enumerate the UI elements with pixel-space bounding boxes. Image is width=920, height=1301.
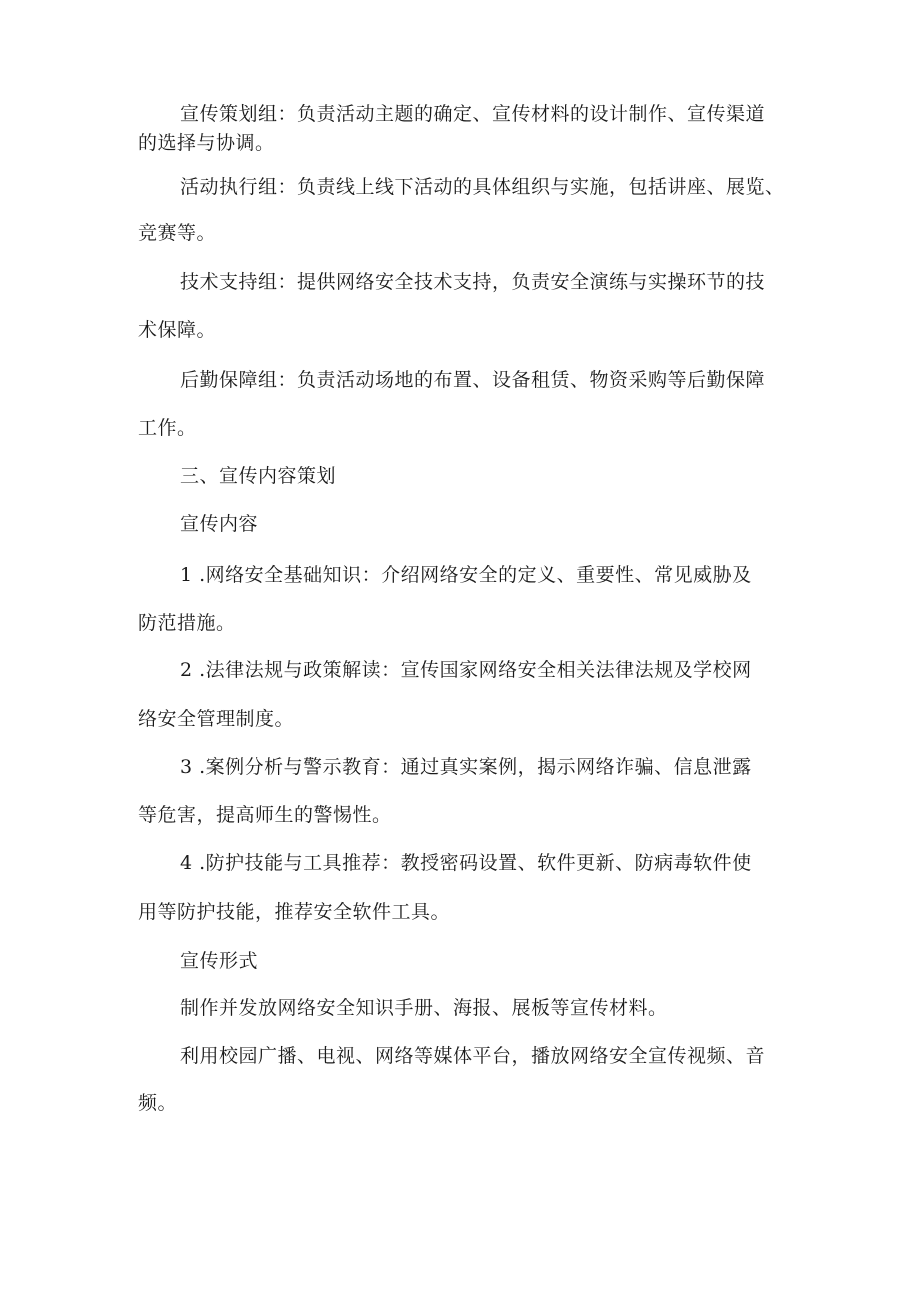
- text-line: 竞赛等。: [138, 222, 217, 244]
- text-line: 工作。: [138, 417, 197, 439]
- text-line: 1 .网络安全基础知识：介绍网络安全的定义、重要性、常见威胁及: [180, 564, 752, 586]
- section-heading: 三、宣传内容策划: [180, 465, 337, 487]
- text-line: 制作并发放网络安全知识手册、海报、展板等宣传材料。: [180, 997, 668, 1019]
- text-line: 等危害，提高师生的警惕性。: [138, 804, 392, 826]
- text-line: 技术支持组：提供网络安全技术支持，负责安全演练与实操环节的技: [180, 271, 766, 293]
- text-line: 后勤保障组：负责活动场地的布置、设备租赁、物资采购等后勤保障: [180, 369, 766, 391]
- text-line: 络安全管理制度。: [138, 708, 295, 730]
- text-line: 的选择与协调。: [138, 132, 275, 154]
- subsection-heading: 宣传形式: [180, 950, 259, 972]
- subsection-heading: 宣传内容: [180, 513, 259, 535]
- text-line: 2 .法律法规与政策解读：宣传国家网络安全相关法律法规及学校网: [180, 659, 752, 681]
- text-line: 防范措施。: [138, 612, 236, 634]
- text-line: 术保障。: [138, 319, 217, 341]
- text-line: 利用校园广播、电视、网络等媒体平台，播放网络安全宣传视频、音: [180, 1045, 766, 1067]
- text-line: 用等防护技能，推荐安全软件工具。: [138, 901, 451, 923]
- text-line: 宣传策划组：负责活动主题的确定、宣传材料的设计制作、宣传渠道: [180, 103, 766, 125]
- text-line: 3 .案例分析与警示教育：通过真实案例，揭示网络诈骗、信息泄露: [180, 756, 752, 778]
- text-line: 4 .防护技能与工具推荐：教授密码设置、软件更新、防病毒软件使: [180, 852, 752, 874]
- text-line: 频。: [138, 1092, 178, 1114]
- text-line: 活动执行组：负责线上线下活动的具体组织与实施，包括讲座、展览、: [180, 176, 785, 198]
